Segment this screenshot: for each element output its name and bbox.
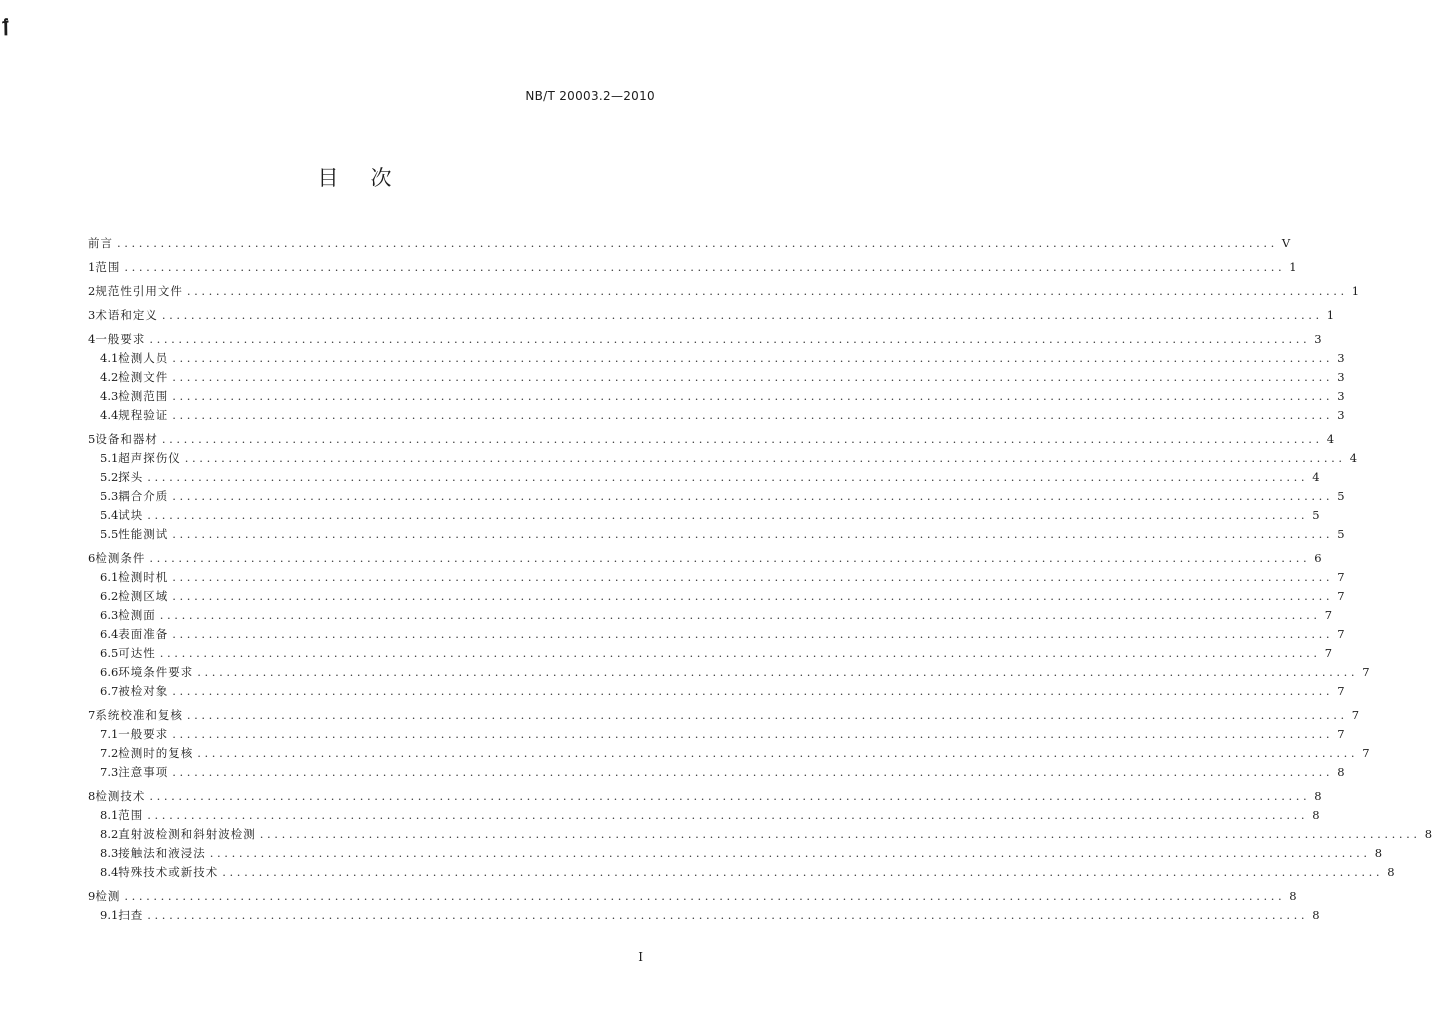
toc-entry-label: 检测时的复核 [118, 746, 194, 760]
toc-entry[interactable] [88, 679, 1345, 698]
toc-entry-number: 5.3 [100, 489, 119, 503]
page-number: I [638, 950, 643, 964]
standard-number: NB/T 20003.2—2010 [525, 89, 655, 103]
toc-entry-number: 8.2 [100, 827, 119, 841]
toc-entry-page: 8 [1314, 789, 1322, 803]
toc-entry-page: 8 [1289, 889, 1297, 903]
dot-leader: ................................................................................................................................................................ [209, 846, 1371, 860]
toc-entry-page: 3 [1337, 351, 1345, 365]
toc-entry-label: 范围 [118, 808, 144, 822]
toc-entry-label: 系统校准和复核 [95, 708, 183, 722]
dot-leader: ................................................................................................................................................................ [184, 451, 1346, 465]
toc-entry-label: 一般要求 [95, 332, 146, 346]
toc-entry[interactable] [88, 522, 1345, 541]
dot-leader: ................................................................................................................................................................ [197, 746, 1359, 760]
toc-entry-page: 5 [1337, 527, 1345, 541]
dot-leader: ................................................................................................................................................................ [147, 470, 1309, 484]
toc-entry-number: 4 [88, 332, 96, 346]
dot-leader: ................................................................................................................................................................ [172, 351, 1334, 365]
toc-entry[interactable] [88, 365, 1345, 384]
toc-entry-page: 3 [1337, 389, 1345, 403]
toc-entry[interactable] [88, 255, 1297, 274]
dot-leader: ................................................................................................................................................................ [149, 551, 1311, 565]
toc-entry-page: 4 [1349, 451, 1358, 465]
toc-entry-label: 检测技术 [95, 789, 146, 803]
toc-entry-number: 7.1 [100, 727, 119, 741]
dot-leader: ................................................................................................................................................................ [172, 489, 1334, 503]
dot-leader: ................................................................................................................................................................ [172, 527, 1334, 541]
toc-entry[interactable] [88, 346, 1345, 365]
toc-entry-label: 一般要求 [118, 727, 169, 741]
toc-entry-page: 7 [1351, 708, 1360, 722]
toc-entry-label: 检测时机 [118, 570, 169, 584]
toc-entry[interactable] [88, 303, 1335, 322]
toc-entry[interactable] [88, 465, 1320, 484]
toc-entry[interactable] [88, 503, 1320, 522]
toc-entry-page: 8 [1312, 808, 1320, 822]
toc-entry[interactable] [88, 427, 1335, 446]
toc-entry-page: 4 [1312, 470, 1320, 484]
toc-entry-label: 试块 [118, 508, 144, 522]
toc-entry-page: 4 [1326, 432, 1335, 446]
dot-leader: ................................................................................................................................................................ [159, 608, 1321, 622]
toc-entry-number: 6.2 [100, 589, 119, 603]
toc-entry-label: 检测人员 [118, 351, 169, 365]
toc-entry-page: 7 [1337, 589, 1345, 603]
toc-entry-number: 5 [88, 432, 96, 446]
toc-entry-label: 接触法和液浸法 [118, 846, 206, 860]
toc-entry[interactable] [88, 231, 1291, 250]
page-title: 目次 [317, 166, 424, 190]
toc-entry-number: 9 [88, 889, 96, 903]
toc-entry-number: 5.1 [100, 451, 119, 465]
toc-entry-label: 设备和器材 [95, 432, 158, 446]
toc-entry-label: 检测面 [118, 608, 156, 622]
toc-entry-number: 5.2 [100, 470, 119, 484]
toc-entry-number: 6.6 [100, 665, 119, 679]
toc-entry-page: 1 [1289, 260, 1297, 274]
toc-entry-label: 检测 [95, 889, 121, 903]
toc-entry[interactable] [88, 860, 1395, 879]
toc-entry-number: 8.4 [100, 865, 119, 879]
toc-entry-label: 注意事项 [118, 765, 169, 779]
corner-mark: ٲ [0, 16, 12, 40]
toc-entry[interactable] [88, 384, 1345, 403]
toc-entry-label: 被检对象 [118, 684, 169, 698]
toc-entry[interactable] [88, 622, 1345, 641]
dot-leader: ................................................................................................................................................................ [147, 508, 1309, 522]
toc-entry[interactable] [88, 603, 1333, 622]
toc-entry-label: 探头 [118, 470, 144, 484]
dot-leader: ................................................................................................................................................................ [172, 389, 1334, 403]
toc-entry-label: 性能测试 [118, 527, 169, 541]
toc-entry-page: 8 [1387, 865, 1395, 879]
toc-entry-page: 1 [1326, 308, 1335, 322]
toc-entry-page: 8 [1424, 827, 1432, 841]
toc-entry[interactable] [88, 279, 1360, 298]
toc-entry[interactable] [88, 760, 1345, 779]
toc-entry-number: 8 [88, 789, 96, 803]
dot-leader: ................................................................................................................................................................ [149, 332, 1311, 346]
toc-entry[interactable] [88, 660, 1370, 679]
toc-entry-label: 规范性引用文件 [95, 284, 183, 298]
toc-entry-number: 2 [88, 284, 96, 298]
toc-entry-page: 7 [1337, 627, 1345, 641]
toc-entry-page: 7 [1324, 646, 1333, 660]
dot-leader: ................................................................................................................................................................ [172, 408, 1334, 422]
dot-leader: ................................................................................................................................................................ [172, 627, 1334, 641]
dot-leader: ................................................................................................................................................................ [159, 646, 1321, 660]
toc-entry-number: 4.3 [100, 389, 119, 403]
toc-entry-label: 检测区域 [118, 589, 169, 603]
toc-entry-page: 3 [1337, 370, 1345, 384]
toc-entry-number: 7 [88, 708, 96, 722]
toc-entry-page: 5 [1337, 489, 1345, 503]
dot-leader: ................................................................................................................................................................ [161, 308, 1323, 322]
toc-entry-page: 7 [1337, 684, 1345, 698]
dot-leader: ................................................................................................................................................................ [172, 727, 1334, 741]
dot-leader: ................................................................................................................................................................ [147, 808, 1309, 822]
toc-entry-label: 直射波检测和斜射波检测 [118, 827, 256, 841]
toc-entry-page: 3 [1314, 332, 1322, 346]
toc-entry[interactable] [88, 703, 1360, 722]
toc-entry-number: 4.2 [100, 370, 119, 384]
toc-entry-number: 4.4 [100, 408, 119, 422]
toc-entry-label: 检测条件 [95, 551, 146, 565]
toc-entry-page: 8 [1312, 908, 1320, 922]
toc-entry-page: V [1281, 236, 1291, 250]
toc-entry-page: 3 [1337, 408, 1345, 422]
toc-entry-number: 6.4 [100, 627, 119, 641]
toc-entry-number: 6 [88, 551, 96, 565]
toc-entry-page: 1 [1351, 284, 1360, 298]
toc-entry[interactable] [88, 484, 1345, 503]
toc-entry-label: 表面准备 [118, 627, 169, 641]
dot-leader: ................................................................................................................................................................ [172, 570, 1334, 584]
toc-entry-number: 7.3 [100, 765, 119, 779]
dot-leader: ................................................................................................................................................................ [259, 827, 1421, 841]
toc-entry[interactable] [88, 903, 1320, 922]
toc-entry-page: 6 [1314, 551, 1322, 565]
toc-entry[interactable] [88, 784, 1322, 803]
dot-leader: ................................................................................................................................................................ [197, 665, 1359, 679]
toc-entry-label: 耦合介质 [118, 489, 169, 503]
toc-entry[interactable] [88, 327, 1322, 346]
toc-entry-number: 6.7 [100, 684, 119, 698]
toc-entry-page: 7 [1324, 608, 1333, 622]
toc-entry[interactable] [88, 641, 1333, 660]
dot-leader: ................................................................................................................................................................ [172, 765, 1334, 779]
dot-leader: ................................................................................................................................................................ [117, 236, 1278, 250]
table-of-contents [88, 226, 1432, 922]
toc-entry-number: 6.5 [100, 646, 119, 660]
toc-entry[interactable] [88, 822, 1432, 841]
toc-entry-label: 可达性 [118, 646, 156, 660]
dot-leader: ................................................................................................................................................................ [222, 865, 1384, 879]
toc-entry[interactable] [88, 884, 1297, 903]
dot-leader: ................................................................................................................................................................ [186, 284, 1348, 298]
toc-entry-page: 8 [1374, 846, 1383, 860]
toc-entry-number: 4.1 [100, 351, 119, 365]
dot-leader: ................................................................................................................................................................ [186, 708, 1348, 722]
toc-entry-label: 术语和定义 [95, 308, 158, 322]
toc-entry[interactable] [88, 403, 1345, 422]
dot-leader: ................................................................................................................................................................ [172, 684, 1334, 698]
toc-entry[interactable] [88, 546, 1322, 565]
toc-entry-label: 规程验证 [118, 408, 169, 422]
toc-entry-label: 范围 [95, 260, 121, 274]
dot-leader: ................................................................................................................................................................ [124, 889, 1286, 903]
toc-entry-page: 7 [1337, 727, 1345, 741]
toc-entry-label: 超声探伤仪 [118, 451, 181, 465]
toc-entry[interactable] [88, 741, 1370, 760]
toc-entry-page: 8 [1337, 765, 1345, 779]
toc-entry-label: 特殊技术或新技术 [118, 865, 219, 879]
toc-entry-page: 7 [1362, 665, 1370, 679]
toc-entry-page: 7 [1337, 570, 1345, 584]
toc-entry-label: 检测文件 [118, 370, 169, 384]
toc-entry[interactable] [88, 803, 1320, 822]
toc-entry-number: 6.1 [100, 570, 119, 584]
dot-leader: ................................................................................................................................................................ [172, 589, 1334, 603]
toc-entry-label: 前言 [88, 236, 113, 250]
toc-entry-number: 5.4 [100, 508, 119, 522]
toc-entry-number: 8.1 [100, 808, 119, 822]
toc-entry-number: 3 [88, 308, 96, 322]
toc-entry-page: 7 [1362, 746, 1370, 760]
toc-entry-label: 扫查 [118, 908, 144, 922]
toc-entry-page: 5 [1312, 508, 1320, 522]
dot-leader: ................................................................................................................................................................ [172, 370, 1334, 384]
dot-leader: ................................................................................................................................................................ [124, 260, 1286, 274]
toc-entry[interactable] [88, 722, 1345, 741]
toc-entry[interactable] [88, 841, 1383, 860]
toc-entry-number: 5.5 [100, 527, 119, 541]
toc-entry-label: 检测范围 [118, 389, 169, 403]
dot-leader: ................................................................................................................................................................ [149, 789, 1311, 803]
toc-entry-number: 7.2 [100, 746, 119, 760]
toc-entry-label: 环境条件要求 [118, 665, 194, 679]
toc-entry-number: 8.3 [100, 846, 119, 860]
toc-entry[interactable] [88, 584, 1345, 603]
toc-entry-number: 1 [88, 260, 96, 274]
dot-leader: ................................................................................................................................................................ [161, 432, 1323, 446]
toc-entry-number: 9.1 [100, 908, 119, 922]
dot-leader: ................................................................................................................................................................ [147, 908, 1309, 922]
toc-entry[interactable] [88, 565, 1345, 584]
toc-entry-number: 6.3 [100, 608, 119, 622]
toc-entry[interactable] [88, 446, 1358, 465]
